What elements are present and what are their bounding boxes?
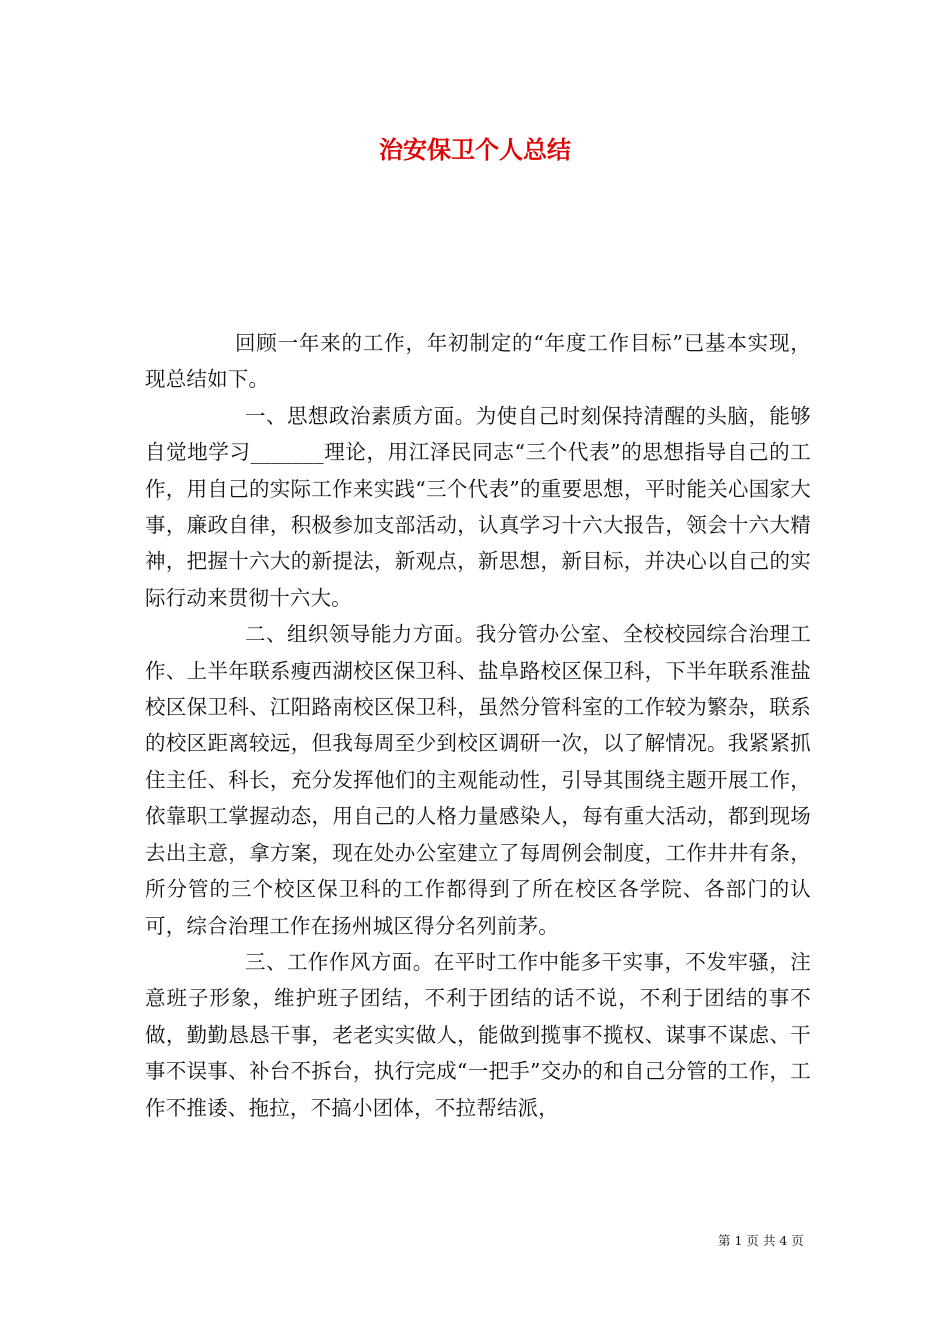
document-title: 治安保卫个人总结 xyxy=(379,135,571,164)
paragraph-political-quality: 一、思想政治素质方面。为使自己时刻保持清醒的头脑，能够自觉地学习_______理论，用江泽民同志“三个代表”的思想指导自己的工作，用自己的实际工作来实践“三个代表”的重要思想，平时能关心国家大事，廉政自律，积极参加支部活动，认真学习十六大报告，领会十六大精神，把握十六大的新提法，新观点，新思想，新目标，并决心以自己的实际行动来贯彻十六大。 xyxy=(145,403,811,610)
paragraph-intro: 回顾一年来的工作，年初制定的“年度工作目标”已基本实现，现总结如下。 xyxy=(145,331,811,392)
document-body xyxy=(145,325,811,1126)
paragraph-work-style: 三、工作作风方面。在平时工作中能多干实事，不发牢骚，注意班子形象，维护班子团结，不利于团结的话不说，不利于团结的事不做，勤勤恳恳干事，老老实实做人，能做到揽事不揽权、谋事不谋虑、干事不误事、补台不拆台，执行完成“一把手”交办的和自己分管的工作，工作不推诿、拖拉，不搞小团体，不拉帮结派， xyxy=(145,949,811,1120)
paragraph-leadership: 二、组织领导能力方面。我分管办公室、全校校园综合治理工作、上半年联系瘦西湖校区保卫科、盐阜路校区保卫科，下半年联系淮盐校区保卫科、江阳路南校区保卫科，虽然分管科室的工作较为繁杂，联系的校区距离较远，但我每周至少到校区调研一次，以了解情况。我紧紧抓住主任、科长，充分发挥他们的主观能动性，引导其围绕主题开展工作，依靠职工掌握动态，用自己的人格力量感染人，每有重大活动，都到现场去出主意，拿方案，现在处办公室建立了每周例会制度，工作井井有条，所分管的三个校区保卫科的工作都得到了所在校区各学院、各部门的认可，综合治理工作在扬州城区得分名列前茅。 xyxy=(145,622,811,938)
page-number-footer: 第 1 页 共 4 页 xyxy=(718,1233,804,1248)
